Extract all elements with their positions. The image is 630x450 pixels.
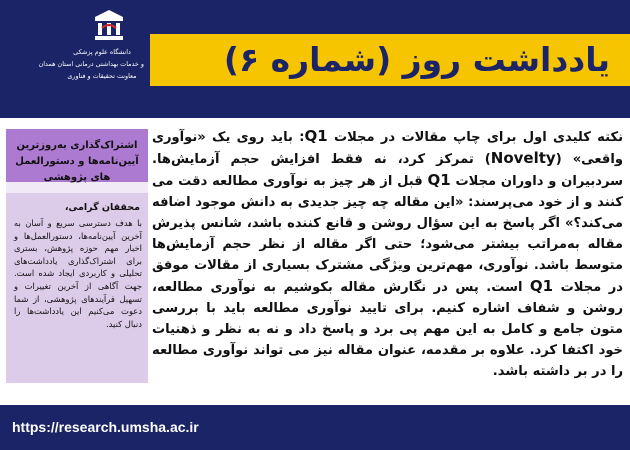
novelty-term: Novelty bbox=[490, 149, 556, 167]
logo-text bbox=[38, 46, 144, 82]
logo-line: معاونت تحقیقات و فناوری bbox=[67, 72, 137, 80]
title-bar bbox=[150, 34, 630, 86]
logo-line: دانشگاه علوم پزشکی bbox=[73, 48, 131, 56]
university-logo bbox=[38, 8, 144, 110]
article-text: ) تمرکز کرد، نه فقط افزایش حجم آزمایش‌ها. سردبیران و داوران مجلات bbox=[152, 152, 623, 189]
sidebar-heading-box bbox=[6, 129, 148, 182]
university-book-emblem-icon bbox=[92, 8, 126, 42]
header-banner bbox=[0, 0, 630, 118]
sidebar-body-text: با هدف دسترسی سریع و آسان به آخرین آیین‌نامه‌ها، دستورالعمل‌ها و اخبار مهم حوزه پژوهش، بستری برای اشتراک‌گذاری یادداشت‌های تحلیلی و کاربردی ایجاد شده است. جهت آگاهی از آخرین تغییرات و تسهیل فرآیندهای پژوهشی، از شما دعوت می‌کنیم این یادداشت‌ها را دنبال کنید. bbox=[14, 218, 142, 329]
q1-term: Q1 bbox=[427, 171, 451, 189]
article-text: نکته کلیدی اول برای چاپ مقالات در مجلات bbox=[327, 130, 623, 145]
sidebar-body-box bbox=[6, 193, 148, 383]
article-body bbox=[152, 126, 623, 400]
announcement-sidebar bbox=[6, 129, 148, 383]
content-area bbox=[0, 118, 630, 405]
article-text: قبل از هر چیز به نوآوری مطالعه دقت می کنند و از خود می‌پرسند: «این مقاله چه چیز جدیدی به دانش موجود اضافه می‌کند؟» اگر پاسخ به این سؤال روشن و قانع کننده باشد، شانس پذیرش مقاله به‌مراتب بیشتر می‌شود؛ حتی اگر مقاله از نظر حجم آزمایش‌ها متوسط باشد. نوآوری، مهم‌ترین ویژگی مشترک بسیاری از مقالات موفق در مجلات bbox=[152, 174, 623, 295]
q1-term: Q1 bbox=[304, 127, 328, 145]
page-title: یادداشت روز (شماره ۶) bbox=[223, 40, 610, 79]
logo-line: و خدمات بهداشتی درمانی استان همدان bbox=[38, 60, 144, 68]
footer-bar bbox=[0, 405, 630, 450]
q1-term: Q1 bbox=[529, 277, 554, 295]
sidebar-greeting: محققان گرامی، bbox=[64, 202, 140, 213]
article-text: است. پس در نگارش مقاله بکوشیم به نوآوری مطالعه، روشن و شفاف اشاره کنیم. برای تایید نوآوری مطالعه باید با بررسی متون جامع و کامل به این مهم پی برد و پاسخ داد و نه به نظر و ذهنیات خود اکتفا کرد. علاوه بر مقدمه، عنوان مقاله نیز می تواند نوآوری مطالعه را در بر داشته باشد. bbox=[152, 280, 623, 379]
article-text: : باید روی یک «نوآوری واقعی» ( bbox=[152, 130, 624, 167]
sidebar-heading: اشتراک‌گذاری به‌روزترین آیین‌نامه‌ها و دستورالعمل های پژوهشی bbox=[15, 140, 139, 183]
website-link[interactable]: https://research.umsha.ac.ir bbox=[12, 419, 199, 435]
